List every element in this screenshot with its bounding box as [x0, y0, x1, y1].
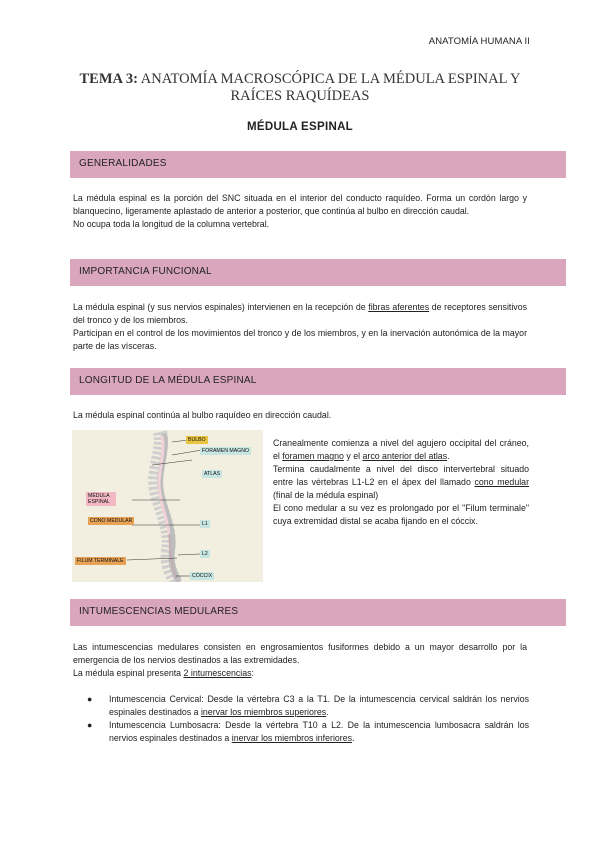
text-run: Cranealmente comienza a nivel del agujero occipital del cráneo, el [273, 438, 529, 461]
section-band-generalidades [70, 151, 566, 178]
text-run: . [326, 707, 329, 717]
label-bulbo: BULBO [188, 437, 206, 443]
text-run: La médula espinal presenta [73, 668, 184, 678]
page-title [70, 71, 530, 105]
paragraph [273, 437, 529, 463]
intumescencias-text [73, 641, 527, 680]
text-run: . [447, 451, 450, 461]
page-subtitle: MÉDULA ESPINAL [247, 121, 353, 133]
section-band-intumescencias [70, 599, 566, 626]
section-heading: IMPORTANCIA FUNCIONAL [79, 266, 212, 277]
section-heading: LONGITUD DE LA MÉDULA ESPINAL [79, 375, 257, 386]
paragraph: Participan en el control de los movimientos del tronco y de los miembros, y en la inervación autonómica de la mayor parte de las vísceras. [73, 328, 527, 351]
section-band-importancia [70, 259, 566, 286]
text-run: La médula espinal (y sus nervios espinales) intervienen en la recepción de [73, 302, 369, 312]
paragraph [73, 667, 527, 680]
bullet-icon: ● [87, 720, 93, 730]
paragraph: La médula espinal es la porción del SNC situada en el interior del conducto raquídeo. Forma un cordón largo y blanquecino, ligeramente aplastado de anterior a posterior, que continúa al bulbo en dirección caudal. [73, 193, 527, 216]
importancia-text [73, 301, 527, 353]
label-atlas: ATLAS [204, 471, 221, 477]
paragraph [273, 463, 529, 502]
section-heading: INTUMESCENCIAS MEDULARES [79, 606, 239, 617]
text-run: Intumescencia Lumbosacra: Desde la vértebra T10 a L2. De la intumescencia lumbosacra saldrán los nervios espinales destinados a [109, 720, 529, 743]
label-cono-medular: CONO MEDULAR [90, 518, 133, 524]
intumescencias-list [73, 693, 529, 745]
section-band-longitud [70, 368, 566, 395]
underlined-term: 2 intumescencias [183, 668, 252, 678]
spinal-cord-figure [72, 430, 263, 582]
underlined-term: arco anterior del atlas [362, 451, 448, 461]
list-item [73, 719, 529, 745]
course-header: ANATOMÍA HUMANA II [428, 36, 530, 47]
text-run: de receptores sensitivos del tronco y de los miembros. [73, 302, 527, 325]
longitud-side-text [273, 437, 529, 528]
label-medula-espinal: MÉDULA ESPINAL [86, 492, 116, 506]
underlined-term: inervar los miembros inferiores [231, 733, 353, 743]
underlined-term: fibras aferentes [368, 302, 430, 312]
bullet-icon: ● [87, 694, 93, 704]
paragraph: El cono medular a su vez es prolongado por el "Filum terminale" cuya extremidad distal se acaba fijando en el cóccix. [273, 503, 529, 526]
label-foramen-magno: FORAMEN MAGNO [202, 448, 249, 454]
underlined-term: foramen magno [282, 451, 344, 461]
underlined-term: cono medular [474, 477, 529, 487]
underlined-term: inervar los miembros superiores [200, 707, 327, 717]
label-coccix: CÓCCIX [192, 573, 213, 579]
label-l1: L1 [202, 521, 208, 527]
generalidades-text [73, 192, 527, 231]
text-run: Termina caudalmente a nivel del disco intervertebral situado entre las vértebras L1-L2 en el ápex del llamado [273, 464, 529, 487]
text-run: : [251, 668, 254, 678]
section-heading: GENERALIDADES [79, 158, 167, 169]
text-run: Intumescencia Cervical: Desde la vértebra C3 a la T1. De la intumescencia cervical saldrán los nervios espinales destinados a [109, 694, 529, 717]
list-item [73, 693, 529, 719]
text-run: y el [343, 451, 363, 461]
text-run: (final de la médula espinal) [273, 490, 379, 500]
label-l2: L2 [202, 551, 208, 557]
title-prefix: TEMA 3: [79, 71, 138, 87]
paragraph: Las intumescencias medulares consisten en engrosamientos fusiformes debido a un mayor desarrollo por la emergencia de los nervios destinados a las extremidades. [73, 642, 527, 665]
title-text: ANATOMÍA MACROSCÓPICA DE LA MÉDULA ESPINAL Y RAÍCES RAQUÍDEAS [140, 71, 521, 104]
text-run: . [352, 733, 355, 743]
paragraph: No ocupa toda la longitud de la columna vertebral. [73, 219, 270, 229]
label-filum-terminale: FILUM TERMINALE [77, 558, 124, 564]
paragraph [73, 301, 527, 327]
longitud-intro: La médula espinal continúa al bulbo raquídeo en dirección caudal. [73, 410, 332, 420]
